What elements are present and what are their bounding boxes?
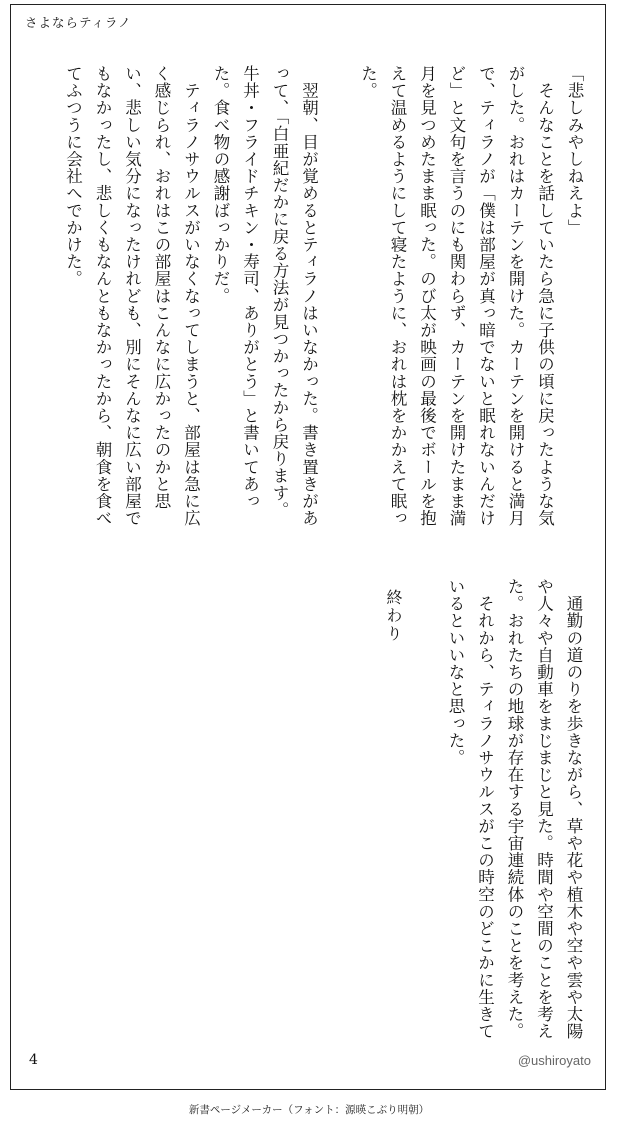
author-handle: @ushiroyato bbox=[517, 1053, 591, 1068]
running-head-title: さよならティラノ bbox=[25, 15, 132, 30]
body-text-bottom: 通勤の道のりを歩きながら、草や花や植木や空や雲や太陽や人々や自動車をまじまじと見た。時間や空間のことを考えた。おれたちの地球が存在する宇宙連続体のことを考えた。 それから、ティラノサウルスがこの時空のどこかに生きているといいなと思った。 bbox=[446, 578, 583, 1040]
page-number: 4 bbox=[29, 1052, 38, 1068]
generator-credit: 新書ページメーカー（フォント：源暎こぶり明朝） bbox=[188, 1104, 430, 1116]
ending-label: 終わり bbox=[384, 589, 403, 643]
body-text-top: 「悲しみやしねえよ」 そんなことを話していたら急に子供の頃に戻ったような気がした。おれはカーテンを開けた。カーテンを開けると満月で、ティラノが「僕は部屋が真っ暗でないと眠れないんだけど」と文句を言うのにも関わらず、カーテンを開けたまま満月を見つめたまま眠った。のび太が映画の最後でボールを抱えて温めるようにして寝たように、おれは枕をかかえて眠った。 翌朝、目が覚めるとティラノはいなかった。書き置きがあって、「白亜紀だかに戻る方法が見つかったから戻ります。牛丼・フライドチキン・寿司、ありがとう」と書いてあった。食べ物の感謝ばっかりだ。 ティラノサウルスがいなくなってしまうと、部屋は急に広く感じられ、おれはこの部屋はこんなに広かったのかと思い、悲しい気分になったけれども、別にそんなに広い部屋でもなかったし、悲しくもなんともなかったから、朝食を食べてふつうに会社へでかけた。 bbox=[63, 65, 584, 527]
book-page bbox=[10, 4, 606, 1090]
